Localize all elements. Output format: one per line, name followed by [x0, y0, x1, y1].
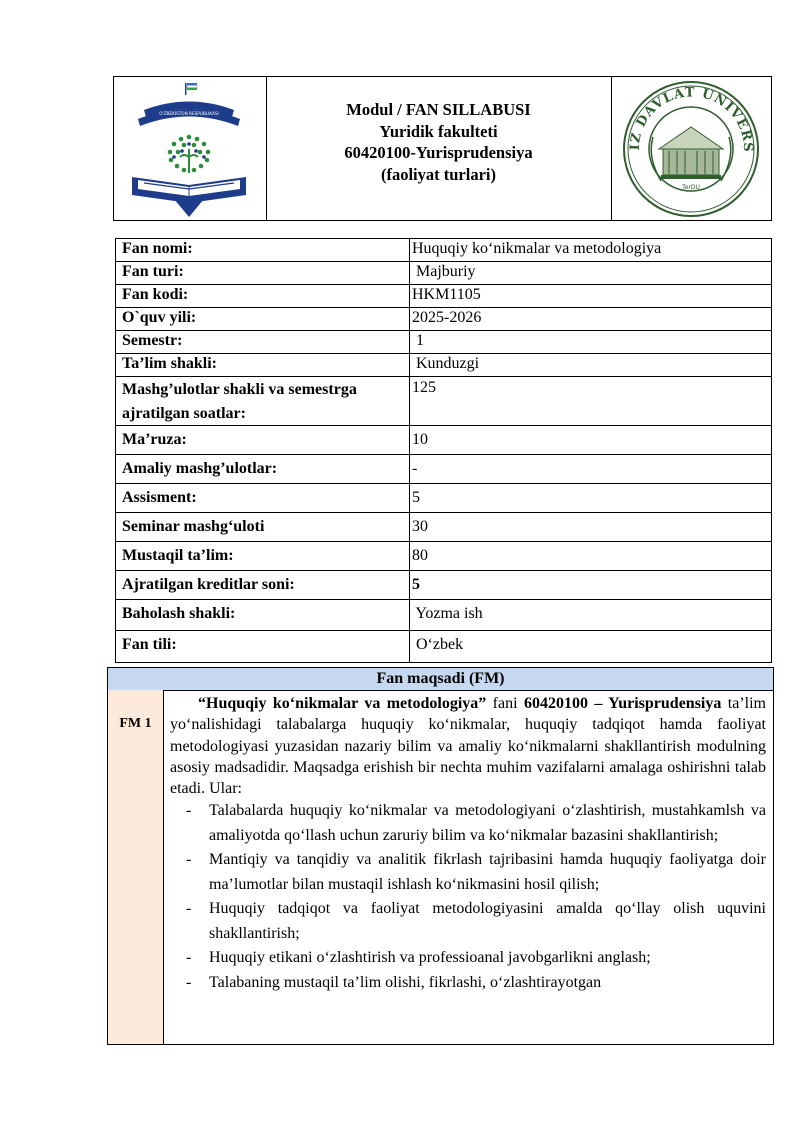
info-row — [115, 484, 772, 513]
info-row-value: Majburiy — [412, 263, 476, 280]
info-row-label: Ma’ruza: — [116, 426, 410, 454]
info-row-value: 5 — [412, 576, 420, 593]
info-row-label: Ajratilgan kreditlar soni: — [116, 571, 410, 599]
info-row-value: 125 — [412, 379, 436, 396]
info-row-value: Huquqiy ko‘nikmalar va metodologiya — [412, 240, 662, 257]
list-dash: - — [186, 949, 192, 967]
info-row-label: Ta’lim shakli: — [116, 354, 410, 376]
info-row-value: 1 — [412, 332, 424, 349]
goal-label-cell — [108, 690, 164, 1044]
info-row — [115, 600, 772, 631]
list-dash: - — [186, 851, 192, 869]
goal-task-text: Huquqiy tadqiqot va faoliyat metodologiyasini amalda qo‘llay olish uquvini shakllantirish; — [209, 900, 766, 942]
course-goals-section — [107, 667, 774, 1045]
info-row-label: Semestr: — [116, 331, 410, 353]
ministry-logo-text: O'ZBEKISTON RESPUBLIKASI — [159, 111, 219, 116]
info-row-value: 2025-2026 — [412, 309, 482, 326]
course-info-table — [115, 238, 772, 663]
ministry-logo-cell — [114, 77, 267, 220]
info-row-value: 30 — [412, 518, 428, 535]
goal-task-item — [170, 897, 766, 946]
info-row-value: Kunduzgi — [412, 355, 480, 372]
activity-types: (faoliyat turlari) — [380, 164, 496, 184]
goal-task-item — [170, 848, 766, 897]
university-seal-cell — [611, 77, 771, 220]
goal-task-item — [170, 946, 766, 971]
goal-task-text: Mantiqiy va tanqidiy va analitik fikrlash tajribasini hamda huquqiy faoliyatga doir ma’lumotlar bilan mustaqil ishlash ko‘nikmasini hosil qilish; — [209, 851, 766, 893]
info-row — [115, 285, 772, 308]
goal-intro: “Huquqiy ko‘nikmalar va metodologiya” fani 60420100 – Yurisprudensiya ta’lim yo‘nalishidagi talabalarga huquqiy ko‘nikmalar, huquqiy tadqiqot hamda faoliyat metodologiyasi yuzasidan nazariy bilim va amaliy ko‘nikmalarni shakllantirish modulning asosiy madsadidir. Maqsadga erishish bir nechta muhim vazifalarni amalaga oshirishni talab etadi. Ular: — [170, 695, 766, 798]
info-row-label: Fan turi: — [116, 262, 410, 284]
info-row — [115, 262, 772, 285]
info-row-label: Fan tili: — [116, 631, 410, 662]
goal-task-text: Huquqiy etikani o‘zlashtirish va professioanal javobgarlikni anglash; — [209, 949, 651, 967]
info-row — [115, 631, 772, 663]
university-seal-text: IZ DAVLAT UNIVERS — [627, 85, 756, 153]
info-row-label: Mashg’ulotlar shakli va semestrga ajratilgan soatlar: — [116, 377, 410, 425]
info-row — [115, 542, 772, 571]
goal-task-list — [170, 799, 766, 995]
header-title-cell — [266, 77, 612, 220]
goal-task-text: Talabalarda huquqiy ko‘nikmalar va metodologiyani o‘zlashtirish, mustahkamlsh va amaliyotda qo‘llash uchun zaruriy bilim va ko‘nikmalar bazasini shakllantirish; — [209, 802, 766, 844]
info-row-label: Assisment: — [116, 484, 410, 512]
info-row — [115, 331, 772, 354]
info-row-label: O`quv yili: — [116, 308, 410, 330]
info-row — [115, 455, 772, 484]
university-seal-icon — [611, 77, 772, 220]
goal-label: FM 1 — [119, 716, 152, 731]
info-row — [115, 238, 772, 262]
info-row — [115, 308, 772, 331]
info-row-label: Mustaqil ta’lim: — [116, 542, 410, 570]
goal-task-text: Talabaning mustaqil ta’lim olishi, fikrlashi, o‘zlashtirayotgan — [209, 973, 602, 991]
goal-task-item — [170, 971, 766, 996]
svg-text:OLIY TA'LIM, FAN VA INNOVATSIY: OLIY TA'LIM, FAN VA INNOVATSIYALAR — [155, 120, 223, 125]
info-row-label: Amaliy mashg’ulotlar: — [116, 455, 410, 483]
goals-heading: Fan maqsadi (FM) — [108, 668, 773, 691]
syllabus-title: Modul / FAN SILLABUSI — [346, 100, 531, 119]
syllabus-header — [113, 76, 772, 221]
university-seal-sub: TerDU — [682, 184, 700, 191]
program-code: 60420100-Yurisprudensiya — [344, 143, 533, 162]
goal-task-item — [170, 799, 766, 848]
info-row-value: HKM1105 — [412, 286, 481, 303]
info-row — [115, 571, 772, 600]
info-row-value: - — [412, 460, 418, 477]
list-dash: - — [186, 973, 192, 991]
info-row-label: Fan nomi: — [116, 239, 410, 261]
info-row-value: Yozma ish — [412, 605, 483, 622]
info-row-value: 80 — [412, 547, 428, 564]
info-row — [115, 354, 772, 377]
info-row — [115, 377, 772, 426]
faculty-name: Yuridik fakulteti — [379, 121, 498, 141]
info-row-value: O‘zbek — [412, 636, 464, 653]
info-row — [115, 513, 772, 542]
info-row-label: Baholash shakli: — [116, 600, 410, 630]
ministry-logo-icon — [114, 77, 264, 220]
list-dash: - — [186, 802, 192, 820]
info-row-label: Seminar mashg‘uloti — [116, 513, 410, 541]
info-row-value: 10 — [412, 431, 428, 448]
goal-description — [170, 693, 766, 995]
info-row — [115, 426, 772, 455]
info-row-label: Fan kodi: — [116, 285, 410, 307]
list-dash: - — [186, 900, 192, 918]
info-row-value: 5 — [412, 489, 420, 506]
